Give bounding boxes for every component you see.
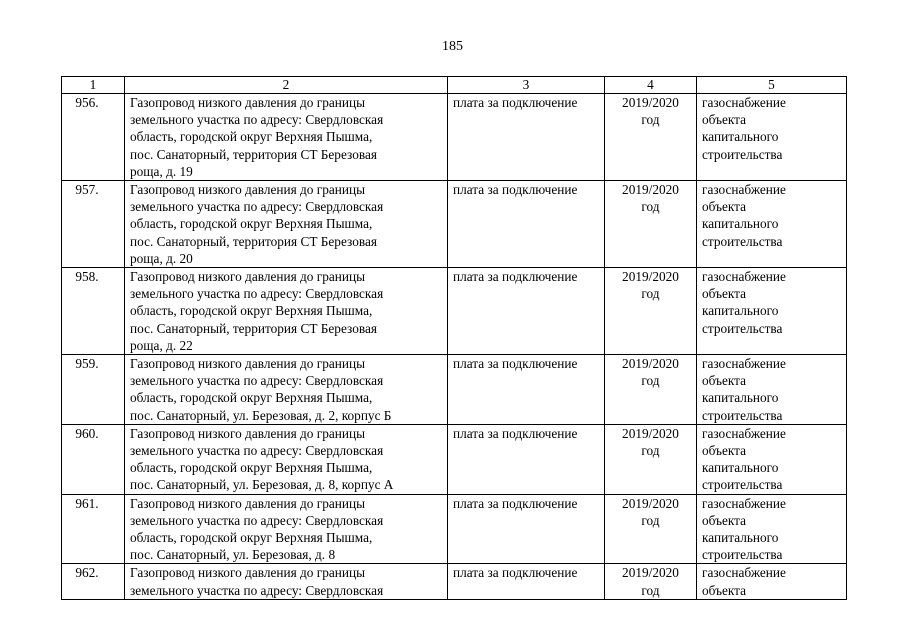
period-line: год — [641, 373, 660, 389]
purpose-line: капитального — [702, 460, 779, 476]
purpose-line: строительства — [702, 477, 783, 493]
table-row — [62, 424, 847, 494]
purpose-cell — [697, 355, 847, 425]
purpose-line: объекта — [702, 373, 747, 389]
purpose-line: строительства — [702, 407, 783, 423]
description-line: Газопровод низкого давления до границы — [130, 565, 366, 581]
object-description-cell — [125, 355, 448, 425]
description-line: пос. Санаторный, ул. Березовая, д. 8 — [130, 547, 336, 563]
period-line: год — [641, 199, 660, 215]
row-number-cell — [62, 181, 125, 268]
row-number-cell — [62, 424, 125, 494]
description-line: земельного участка по адресу: Свердловская — [130, 443, 384, 459]
fee-type: плата за подключение — [453, 182, 578, 198]
period-cell — [605, 355, 697, 425]
period-line: 2019/2020 — [622, 425, 679, 441]
period-cell — [605, 181, 697, 268]
row-number: 960. — [75, 425, 99, 441]
row-number: 956. — [75, 95, 99, 110]
description-line: пос. Санаторный, территория СТ Березовая — [130, 233, 377, 249]
purpose-line: газоснабжение — [702, 495, 786, 511]
row-number-cell — [62, 355, 125, 425]
description-line: земельного участка по адресу: Свердловская — [130, 512, 384, 528]
table-row — [62, 94, 847, 181]
description-line: пос. Санаторный, ул. Березовая, д. 8, корпус А — [130, 477, 394, 493]
period-line: 2019/2020 — [622, 95, 679, 110]
purpose-line: газоснабжение — [702, 95, 786, 110]
purpose-line: капитального — [702, 129, 779, 145]
fee-type: плата за подключение — [453, 356, 578, 372]
fee-type: плата за подключение — [453, 495, 578, 511]
description-line: Газопровод низкого давления до границы — [130, 182, 366, 198]
fee-type-cell — [448, 181, 605, 268]
purpose-line: газоснабжение — [702, 565, 786, 581]
description-line: область, городской округ Верхняя Пышма, — [130, 129, 373, 145]
description-line: роща, д. 22 — [130, 337, 193, 353]
column-number: 4 — [605, 77, 697, 94]
object-description-cell — [125, 424, 448, 494]
period-line: 2019/2020 — [622, 495, 679, 511]
fee-type-cell — [448, 564, 605, 599]
fee-type: плата за подключение — [453, 95, 578, 110]
object-description-cell — [125, 564, 448, 599]
table-row — [62, 181, 847, 268]
registry-table — [61, 76, 847, 600]
period-cell — [605, 424, 697, 494]
description-line: Газопровод низкого давления до границы — [130, 356, 366, 372]
period-line: год — [641, 582, 660, 598]
purpose-cell — [697, 268, 847, 355]
object-description-cell — [125, 94, 448, 181]
column-number: 5 — [697, 77, 847, 94]
fee-type: плата за подключение — [453, 425, 578, 441]
fee-type-cell — [448, 94, 605, 181]
object-description-cell — [125, 181, 448, 268]
description-line: Газопровод низкого давления до границы — [130, 425, 366, 441]
fee-type-cell — [448, 268, 605, 355]
period-line: 2019/2020 — [622, 565, 679, 581]
purpose-line: объекта — [702, 112, 747, 128]
table-row — [62, 564, 847, 599]
description-line: область, городской округ Верхняя Пышма, — [130, 303, 373, 319]
row-number: 961. — [75, 495, 99, 511]
description-line: Газопровод низкого давления до границы — [130, 269, 366, 285]
row-number: 959. — [75, 356, 99, 372]
description-line: земельного участка по адресу: Свердловская — [130, 199, 384, 215]
description-line: пос. Санаторный, территория СТ Березовая — [130, 320, 377, 336]
fee-type: плата за подключение — [453, 565, 578, 581]
period-line: год — [641, 443, 660, 459]
description-line: область, городской округ Верхняя Пышма, — [130, 216, 373, 232]
row-number-cell — [62, 94, 125, 181]
description-line: Газопровод низкого давления до границы — [130, 495, 366, 511]
purpose-line: капитального — [702, 530, 779, 546]
period-line: 2019/2020 — [622, 269, 679, 285]
period-cell — [605, 94, 697, 181]
purpose-line: объекта — [702, 199, 747, 215]
purpose-line: газоснабжение — [702, 269, 786, 285]
description-line: земельного участка по адресу: Свердловская — [130, 286, 384, 302]
purpose-line: капитального — [702, 303, 779, 319]
column-number: 1 — [62, 77, 125, 94]
period-cell — [605, 564, 697, 599]
period-line: год — [641, 112, 660, 128]
object-description-cell — [125, 494, 448, 564]
purpose-line: строительства — [702, 146, 783, 162]
fee-type: плата за подключение — [453, 269, 578, 285]
fee-type-cell — [448, 424, 605, 494]
column-number: 3 — [448, 77, 605, 94]
description-line: земельного участка по адресу: Свердловская — [130, 112, 384, 128]
description-line: роща, д. 19 — [130, 163, 193, 179]
row-number-cell — [62, 268, 125, 355]
purpose-line: строительства — [702, 233, 783, 249]
purpose-line: газоснабжение — [702, 425, 786, 441]
purpose-line: объекта — [702, 512, 747, 528]
column-number: 2 — [125, 77, 448, 94]
page-number: 185 — [442, 39, 463, 54]
description-line: пос. Санаторный, территория СТ Березовая — [130, 146, 377, 162]
row-number: 962. — [75, 565, 99, 581]
row-number: 957. — [75, 182, 99, 198]
purpose-line: газоснабжение — [702, 182, 786, 198]
purpose-cell — [697, 94, 847, 181]
description-line: область, городской округ Верхняя Пышма, — [130, 530, 373, 546]
description-line: земельного участка по адресу: Свердловская — [130, 582, 384, 598]
purpose-line: объекта — [702, 286, 747, 302]
description-line: пос. Санаторный, ул. Березовая, д. 2, корпус Б — [130, 407, 392, 423]
purpose-line: объекта — [702, 582, 747, 598]
purpose-cell — [697, 564, 847, 599]
purpose-line: объекта — [702, 443, 747, 459]
period-line: год — [641, 286, 660, 302]
purpose-cell — [697, 424, 847, 494]
table-row — [62, 268, 847, 355]
description-line: Газопровод низкого давления до границы — [130, 95, 366, 110]
description-line: область, городской округ Верхняя Пышма, — [130, 460, 373, 476]
fee-type-cell — [448, 494, 605, 564]
column-number-row — [62, 77, 847, 94]
period-cell — [605, 494, 697, 564]
description-line: роща, д. 20 — [130, 250, 193, 266]
period-line: 2019/2020 — [622, 356, 679, 372]
purpose-line: строительства — [702, 547, 783, 563]
row-number-cell — [62, 494, 125, 564]
description-line: земельного участка по адресу: Свердловская — [130, 373, 384, 389]
row-number: 958. — [75, 269, 99, 285]
purpose-line: газоснабжение — [702, 356, 786, 372]
object-description-cell — [125, 268, 448, 355]
period-line: год — [641, 512, 660, 528]
fee-type-cell — [448, 355, 605, 425]
purpose-cell — [697, 181, 847, 268]
table-row — [62, 355, 847, 425]
period-line: 2019/2020 — [622, 182, 679, 198]
row-number-cell — [62, 564, 125, 599]
purpose-line: капитального — [702, 390, 779, 406]
purpose-cell — [697, 494, 847, 564]
purpose-line: капитального — [702, 216, 779, 232]
table-row — [62, 494, 847, 564]
description-line: область, городской округ Верхняя Пышма, — [130, 390, 373, 406]
period-cell — [605, 268, 697, 355]
purpose-line: строительства — [702, 320, 783, 336]
